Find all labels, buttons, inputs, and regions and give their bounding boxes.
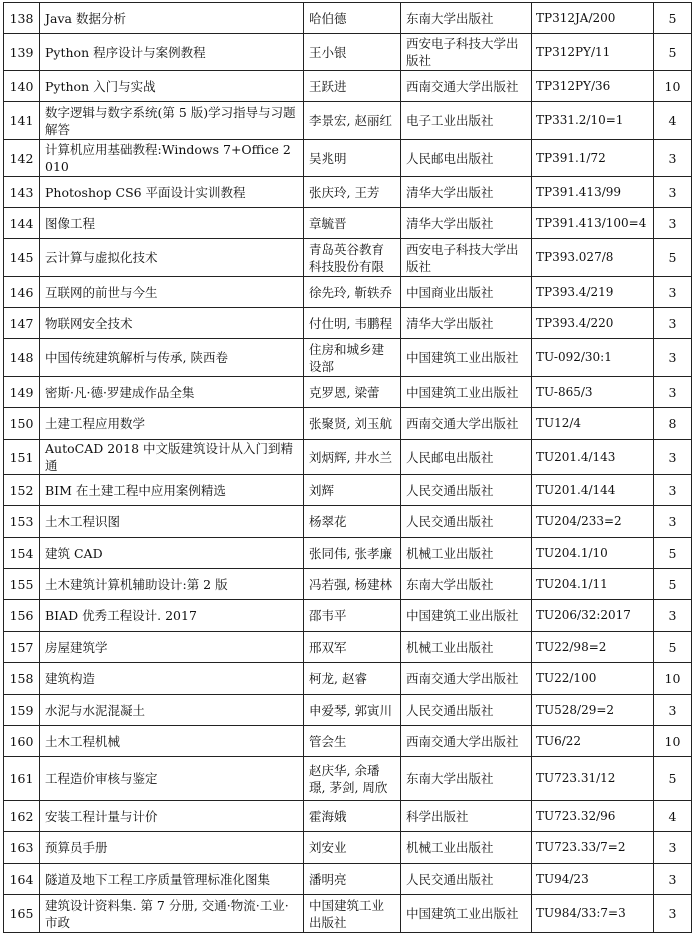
copy-count: 3	[654, 832, 692, 864]
table-row	[4, 408, 692, 440]
table-row	[4, 102, 692, 140]
book-publisher: 中国建筑工业出版社	[401, 895, 532, 933]
call-number: TU201.4/143	[532, 440, 654, 475]
book-title: 安装工程计量与计价	[40, 801, 304, 832]
copy-count: 3	[654, 600, 692, 632]
book-author: 章毓晋	[304, 208, 401, 239]
book-publisher: 人民交通出版社	[401, 864, 532, 895]
book-publisher: 中国建筑工业出版社	[401, 377, 532, 408]
row-number: 161	[4, 757, 40, 801]
book-title: 土木工程机械	[40, 726, 304, 757]
copy-count: 3	[654, 506, 692, 538]
book-author: 管会生	[304, 726, 401, 757]
table-row	[4, 208, 692, 239]
call-number: TU-865/3	[532, 377, 654, 408]
book-author: 张同伟, 张孝廉	[304, 538, 401, 569]
row-number: 143	[4, 177, 40, 208]
table-row	[4, 177, 692, 208]
copy-count: 10	[654, 663, 692, 695]
copy-count: 3	[654, 864, 692, 895]
book-list-table	[3, 2, 692, 933]
book-title: 数字逻辑与数字系统(第 5 版)学习指导与习题解答	[40, 102, 304, 140]
row-number: 153	[4, 506, 40, 538]
book-publisher: 科学出版社	[401, 801, 532, 832]
call-number: TP393.4/220	[532, 308, 654, 339]
book-publisher: 中国建筑工业出版社	[401, 600, 532, 632]
copy-count: 10	[654, 726, 692, 757]
table-row	[4, 757, 692, 801]
call-number: TP393.4/219	[532, 277, 654, 308]
book-title: 中国传统建筑解析与传承, 陕西卷	[40, 339, 304, 377]
book-publisher: 西南交通大学出版社	[401, 726, 532, 757]
book-publisher: 中国建筑工业出版社	[401, 339, 532, 377]
row-number: 156	[4, 600, 40, 632]
call-number: TP393.027/8	[532, 239, 654, 277]
book-author: 刘炳辉, 井水兰	[304, 440, 401, 475]
call-number: TU528/29=2	[532, 695, 654, 726]
table-row	[4, 475, 692, 506]
book-title: 建筑构造	[40, 663, 304, 695]
row-number: 164	[4, 864, 40, 895]
book-title: 物联网安全技术	[40, 308, 304, 339]
row-number: 152	[4, 475, 40, 506]
copy-count: 10	[654, 71, 692, 102]
copy-count: 3	[654, 475, 692, 506]
book-publisher: 人民交通出版社	[401, 475, 532, 506]
book-publisher: 中国商业出版社	[401, 277, 532, 308]
copy-count: 3	[654, 339, 692, 377]
book-title: 土木建筑计算机辅助设计:第 2 版	[40, 569, 304, 600]
row-number: 148	[4, 339, 40, 377]
call-number: TU723.33/7=2	[532, 832, 654, 864]
copy-count: 3	[654, 377, 692, 408]
table-row	[4, 832, 692, 864]
book-author: 申爱琴, 郭寅川	[304, 695, 401, 726]
table-row	[4, 695, 692, 726]
book-title: Python 入门与实战	[40, 71, 304, 102]
call-number: TU723.32/96	[532, 801, 654, 832]
book-title: 云计算与虚拟化技术	[40, 239, 304, 277]
copy-count: 3	[654, 308, 692, 339]
table-row	[4, 632, 692, 663]
call-number: TP391.1/72	[532, 140, 654, 177]
call-number: TU22/100	[532, 663, 654, 695]
call-number: TP391.413/99	[532, 177, 654, 208]
table-row	[4, 34, 692, 71]
row-number: 150	[4, 408, 40, 440]
row-number: 145	[4, 239, 40, 277]
book-author: 杨翠花	[304, 506, 401, 538]
book-title: Java 数据分析	[40, 3, 304, 34]
row-number: 146	[4, 277, 40, 308]
copy-count: 5	[654, 632, 692, 663]
table-row	[4, 895, 692, 933]
call-number: TU-092/30:1	[532, 339, 654, 377]
book-title: 建筑 CAD	[40, 538, 304, 569]
book-publisher: 电子工业出版社	[401, 102, 532, 140]
book-title: 密斯·凡·德·罗建成作品全集	[40, 377, 304, 408]
call-number: TU22/98=2	[532, 632, 654, 663]
row-number: 154	[4, 538, 40, 569]
book-list-body	[4, 3, 692, 933]
book-author: 冯若强, 杨建林	[304, 569, 401, 600]
row-number: 165	[4, 895, 40, 933]
copy-count: 5	[654, 538, 692, 569]
book-publisher: 机械工业出版社	[401, 632, 532, 663]
row-number: 142	[4, 140, 40, 177]
call-number: TP312PY/36	[532, 71, 654, 102]
book-publisher: 清华大学出版社	[401, 177, 532, 208]
book-author: 潘明亮	[304, 864, 401, 895]
row-number: 163	[4, 832, 40, 864]
copy-count: 3	[654, 140, 692, 177]
book-publisher: 机械工业出版社	[401, 538, 532, 569]
call-number: TU6/22	[532, 726, 654, 757]
call-number: TP312JA/200	[532, 3, 654, 34]
table-row	[4, 239, 692, 277]
call-number: TU12/4	[532, 408, 654, 440]
copy-count: 5	[654, 34, 692, 71]
copy-count: 8	[654, 408, 692, 440]
copy-count: 5	[654, 3, 692, 34]
call-number: TP312PY/11	[532, 34, 654, 71]
copy-count: 4	[654, 102, 692, 140]
book-author: 徐先玲, 靳轶乔	[304, 277, 401, 308]
book-publisher: 人民邮电出版社	[401, 140, 532, 177]
copy-count: 5	[654, 757, 692, 801]
copy-count: 3	[654, 277, 692, 308]
copy-count: 3	[654, 208, 692, 239]
row-number: 147	[4, 308, 40, 339]
book-author: 住房和城乡建设部	[304, 339, 401, 377]
book-author: 中国建筑工业出版社	[304, 895, 401, 933]
table-row	[4, 339, 692, 377]
table-row	[4, 864, 692, 895]
book-publisher: 东南大学出版社	[401, 3, 532, 34]
book-title: 图像工程	[40, 208, 304, 239]
row-number: 160	[4, 726, 40, 757]
table-row	[4, 71, 692, 102]
book-title: 水泥与水泥混凝土	[40, 695, 304, 726]
row-number: 162	[4, 801, 40, 832]
table-row	[4, 506, 692, 538]
copy-count: 4	[654, 801, 692, 832]
row-number: 138	[4, 3, 40, 34]
copy-count: 5	[654, 569, 692, 600]
copy-count: 5	[654, 239, 692, 277]
row-number: 149	[4, 377, 40, 408]
row-number: 151	[4, 440, 40, 475]
book-publisher: 机械工业出版社	[401, 832, 532, 864]
book-publisher: 清华大学出版社	[401, 208, 532, 239]
book-author: 青岛英谷教育科技股份有限	[304, 239, 401, 277]
book-author: 邵韦平	[304, 600, 401, 632]
book-publisher: 人民交通出版社	[401, 506, 532, 538]
table-row	[4, 377, 692, 408]
book-author: 刘辉	[304, 475, 401, 506]
table-row	[4, 140, 692, 177]
book-author: 邢双军	[304, 632, 401, 663]
table-row	[4, 538, 692, 569]
book-author: 刘安业	[304, 832, 401, 864]
row-number: 144	[4, 208, 40, 239]
book-publisher: 西安电子科技大学出版社	[401, 34, 532, 71]
book-title: Python 程序设计与案例教程	[40, 34, 304, 71]
call-number: TP391.413/100=4	[532, 208, 654, 239]
book-author: 王小银	[304, 34, 401, 71]
copy-count: 3	[654, 440, 692, 475]
book-publisher: 人民交通出版社	[401, 695, 532, 726]
book-title: BIM 在土建工程中应用案例精选	[40, 475, 304, 506]
book-title: 隧道及地下工程工序质量管理标准化图集	[40, 864, 304, 895]
book-title: 互联网的前世与今生	[40, 277, 304, 308]
book-author: 张庆玲, 王芳	[304, 177, 401, 208]
call-number: TU94/23	[532, 864, 654, 895]
call-number: TU984/33:7=3	[532, 895, 654, 933]
book-title: Photoshop CS6 平面设计实训教程	[40, 177, 304, 208]
call-number: TU204.1/11	[532, 569, 654, 600]
book-author: 李景宏, 赵丽红	[304, 102, 401, 140]
table-row	[4, 726, 692, 757]
book-publisher: 人民邮电出版社	[401, 440, 532, 475]
book-title: 工程造价审核与鉴定	[40, 757, 304, 801]
book-publisher: 东南大学出版社	[401, 757, 532, 801]
table-row	[4, 440, 692, 475]
book-publisher: 东南大学出版社	[401, 569, 532, 600]
row-number: 139	[4, 34, 40, 71]
row-number: 141	[4, 102, 40, 140]
book-publisher: 西南交通大学出版社	[401, 71, 532, 102]
book-title: 计算机应用基础教程:Windows 7+Office 2010	[40, 140, 304, 177]
call-number: TU204/233=2	[532, 506, 654, 538]
row-number: 158	[4, 663, 40, 695]
copy-count: 3	[654, 177, 692, 208]
book-title: AutoCAD 2018 中文版建筑设计从入门到精通	[40, 440, 304, 475]
call-number: TU204.1/10	[532, 538, 654, 569]
book-author: 霍海娥	[304, 801, 401, 832]
row-number: 159	[4, 695, 40, 726]
table-row	[4, 569, 692, 600]
copy-count: 3	[654, 695, 692, 726]
table-row	[4, 308, 692, 339]
row-number: 140	[4, 71, 40, 102]
book-author: 哈伯德	[304, 3, 401, 34]
call-number: TP331.2/10=1	[532, 102, 654, 140]
table-row	[4, 663, 692, 695]
row-number: 157	[4, 632, 40, 663]
row-number: 155	[4, 569, 40, 600]
book-publisher: 西安电子科技大学出版社	[401, 239, 532, 277]
book-publisher: 西南交通大学出版社	[401, 663, 532, 695]
book-author: 克罗恩, 梁蕾	[304, 377, 401, 408]
table-row	[4, 801, 692, 832]
book-author: 吴兆明	[304, 140, 401, 177]
book-title: 土木工程识图	[40, 506, 304, 538]
book-title: 土建工程应用数学	[40, 408, 304, 440]
book-author: 张聚贤, 刘玉航	[304, 408, 401, 440]
call-number: TU206/32:2017	[532, 600, 654, 632]
book-author: 王跃进	[304, 71, 401, 102]
book-author: 柯龙, 赵睿	[304, 663, 401, 695]
table-row	[4, 3, 692, 34]
call-number: TU723.31/12	[532, 757, 654, 801]
book-title: 房屋建筑学	[40, 632, 304, 663]
table-row	[4, 600, 692, 632]
book-publisher: 清华大学出版社	[401, 308, 532, 339]
table-row	[4, 277, 692, 308]
book-author: 赵庆华, 余璠璟, 茅剑, 周欣	[304, 757, 401, 801]
book-title: BIAD 优秀工程设计. 2017	[40, 600, 304, 632]
book-title: 预算员手册	[40, 832, 304, 864]
call-number: TU201.4/144	[532, 475, 654, 506]
book-title: 建筑设计资料集. 第 7 分册, 交通·物流·工业·市政	[40, 895, 304, 933]
copy-count: 3	[654, 895, 692, 933]
book-publisher: 西南交通大学出版社	[401, 408, 532, 440]
book-author: 付仕明, 韦鹏程	[304, 308, 401, 339]
